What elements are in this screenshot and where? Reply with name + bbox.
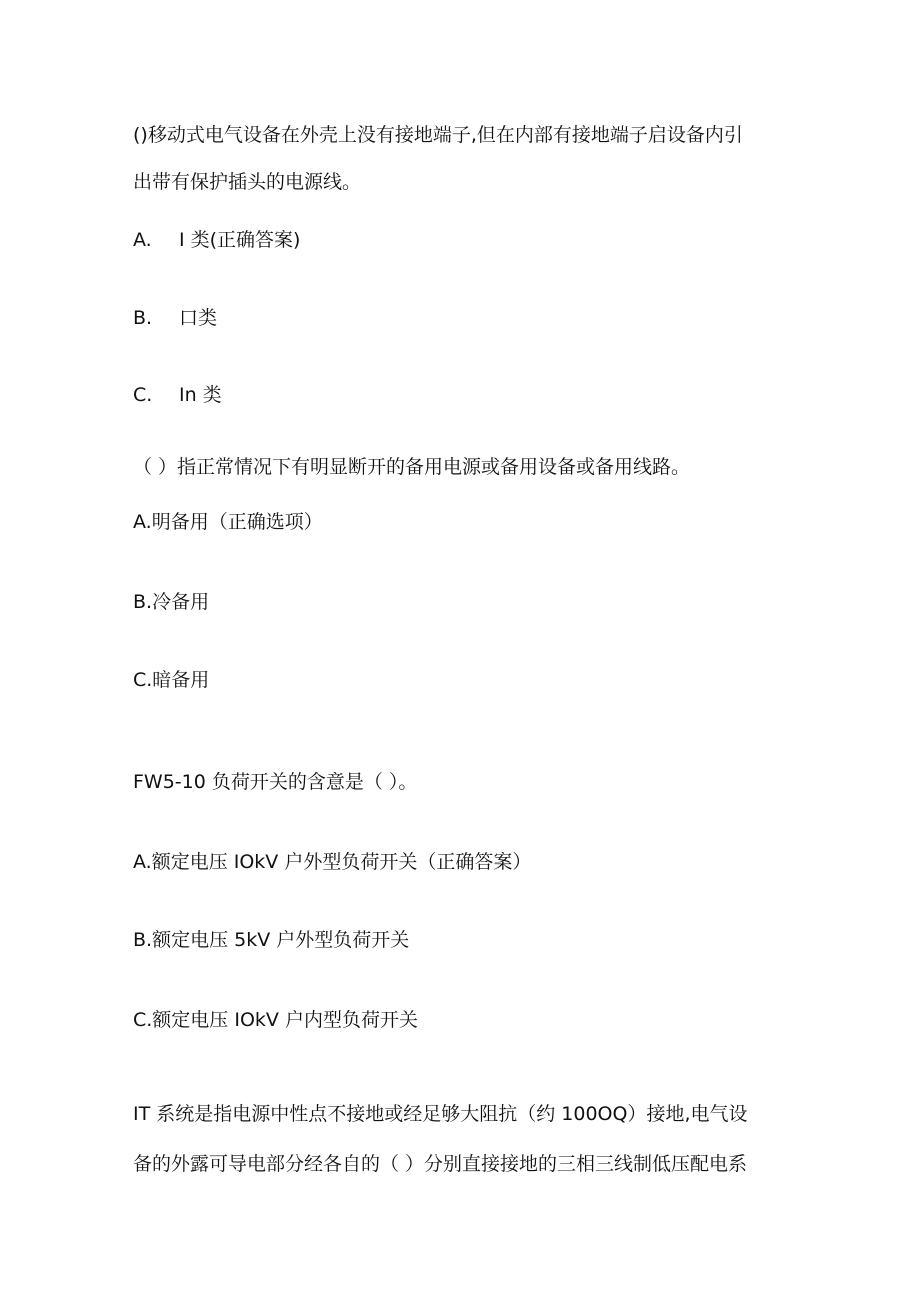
question-2-option-a: A.明备用（正确选项） [133,511,323,533]
question-2-option-b: B.冷备用 [133,591,210,613]
option-letter: A. [133,229,152,251]
option-text: I 类(正确答案) [179,229,301,251]
question-1-stem-line-1: ()移动式电气设备在外壳上没有接地端子,但在内部有接地端子启设备内引 [133,124,743,146]
option-text: In 类 [179,384,222,406]
question-1-option-a [133,228,300,252]
question-1-stem-line-2: 出带有保护插头的电源线。 [133,171,362,193]
question-1-option-b [133,306,217,330]
question-3-option-c: C.额定电压 IOkV 户内型负荷开关 [133,1009,418,1031]
option-text: 口类 [179,307,218,329]
question-1-option-c [133,383,222,407]
question-3-option-b: B.额定电压 5kV 户外型负荷开关 [133,929,410,951]
question-2-option-c: C.暗备用 [133,669,210,691]
question-3-stem: FW5-10 负荷开关的含意是（ ）。 [133,771,418,793]
question-4-stem-line-2: 备的外露可导电部分经各自的（ ）分别直接接地的三相三线制低压配电系 [133,1153,748,1175]
option-letter: C. [133,384,153,406]
option-letter: B. [133,307,153,329]
question-3-option-a: A.额定电压 IOkV 户外型负荷开关（正确答案） [133,851,532,873]
question-2-stem: （ ）指正常情况下有明显断开的备用电源或备用设备或备用线路。 [133,456,691,478]
question-4-stem-line-1: IT 系统是指电源中性点不接地或经足够大阻抗（约 100OQ）接地,电气设 [133,1103,748,1125]
